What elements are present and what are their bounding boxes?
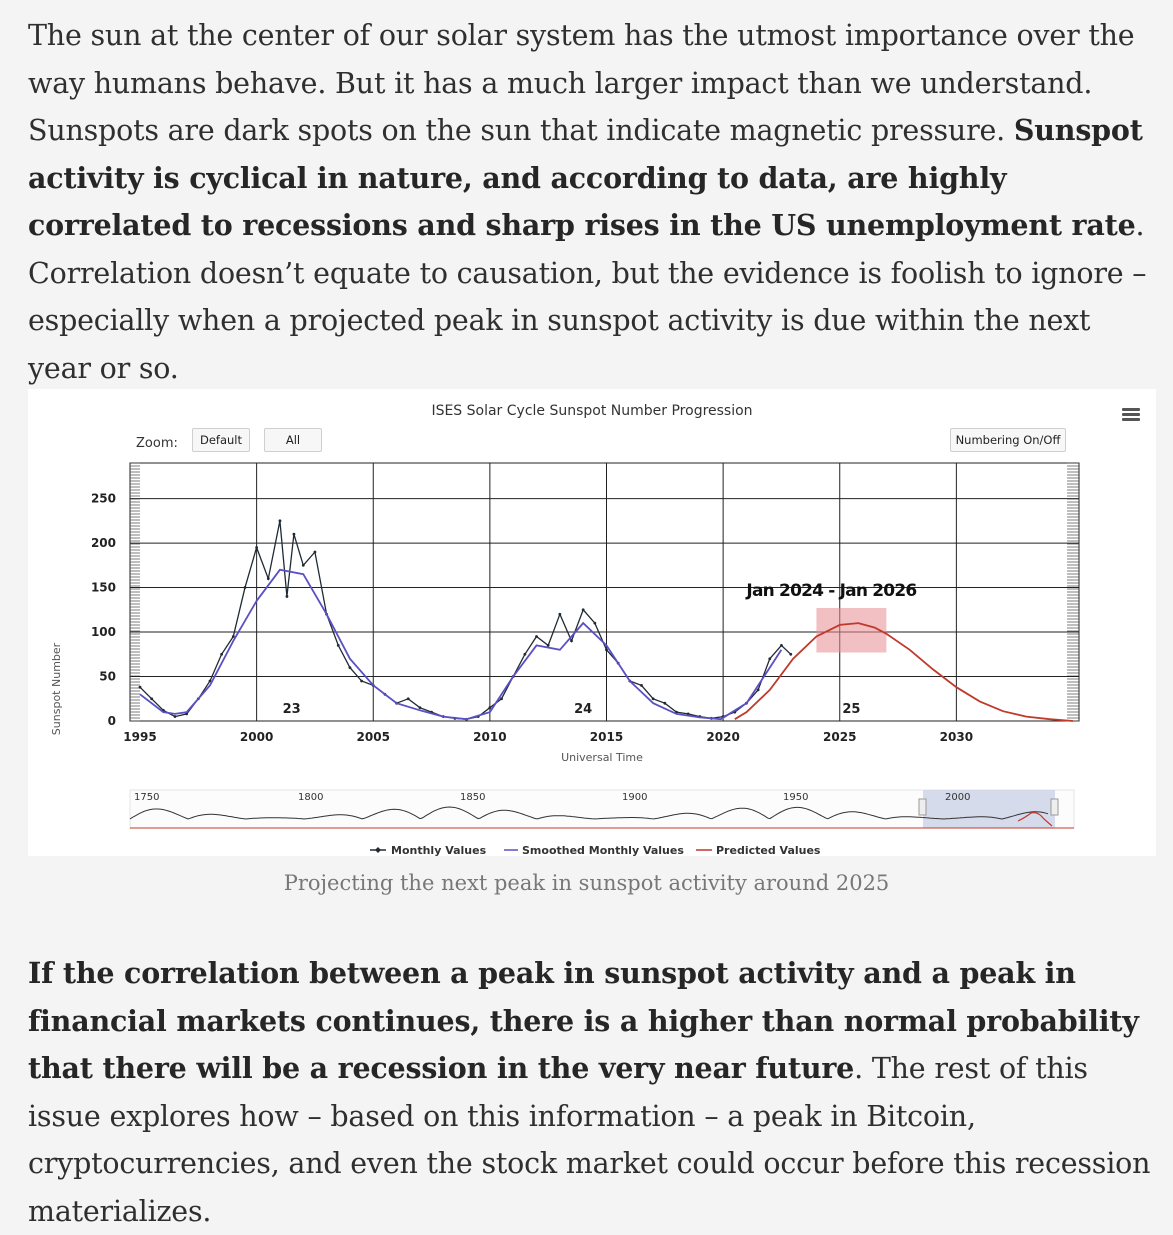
monthly-point xyxy=(780,644,783,647)
annotation-box xyxy=(816,608,886,652)
monthly-point xyxy=(768,657,771,660)
series-line-2 xyxy=(735,623,1073,721)
series-line-0 xyxy=(140,521,791,719)
monthly-point xyxy=(244,586,247,589)
monthly-point xyxy=(279,519,282,522)
figure-caption: Projecting the next peak in sunspot activity around 2025 xyxy=(283,871,890,895)
legend-item-predicted[interactable] xyxy=(696,844,821,856)
intro-text-b: . Correlation doesn’t equate to causation, but the evidence is foolish to ignore – especially when a projected peak in sunspot activity is due within the next year or so. xyxy=(28,209,1147,385)
monthly-point xyxy=(605,648,608,651)
range-navigator[interactable] xyxy=(130,790,1074,828)
monthly-point xyxy=(286,595,289,598)
monthly-point xyxy=(652,697,655,700)
x-tick-label: 2010 xyxy=(473,730,507,744)
y-tick-label: 250 xyxy=(90,491,116,506)
navigator-label-1950: 1950 xyxy=(783,792,809,803)
x-tick-label: 2005 xyxy=(356,730,390,744)
cycle-label-23: 23 xyxy=(282,702,301,717)
navigator-right-handle[interactable] xyxy=(1051,799,1058,815)
monthly-point xyxy=(570,640,573,643)
monthly-point xyxy=(488,706,491,709)
intro-bold-text: Sunspot activity is cyclical in nature, and according to data, are highly correlated to recessions and sharp rises in the US unemployment rate xyxy=(28,113,1143,242)
navigator-label-1900: 1900 xyxy=(622,792,648,803)
monthly-point xyxy=(174,715,177,718)
y-tick-label: 0 xyxy=(107,714,116,728)
monthly-point xyxy=(640,684,643,687)
zoom-all-button[interactable]: All xyxy=(264,428,322,452)
monthly-point xyxy=(267,577,270,580)
monthly-point xyxy=(663,702,666,705)
monthly-point xyxy=(593,622,596,625)
sunspot-chart xyxy=(28,389,1156,856)
navigator-selection[interactable] xyxy=(923,790,1055,828)
x-tick-label: 2015 xyxy=(589,730,624,744)
monthly-point xyxy=(220,653,223,656)
chart-legend xyxy=(370,844,821,856)
intro-text-a: The sun at the center of our solar system has the utmost importance over the way humans behave. But it has a much larger impact than we understand. Sunspots are dark spots on the sun that indicate magnetic pressure. xyxy=(28,19,1135,147)
y-tick-label: 50 xyxy=(99,669,116,684)
x-tick-label: 2025 xyxy=(823,730,857,744)
monthly-point xyxy=(293,533,296,536)
x-tick-label: 2000 xyxy=(239,730,274,744)
monthly-point xyxy=(789,653,792,656)
monthly-point xyxy=(139,686,142,689)
monthly-point xyxy=(419,706,422,709)
series-line-1 xyxy=(140,570,781,719)
monthly-point xyxy=(523,653,526,656)
monthly-point xyxy=(150,697,153,700)
numbering-toggle-button[interactable]: Numbering On/Off xyxy=(950,428,1066,452)
monthly-point xyxy=(337,644,340,647)
monthly-point xyxy=(314,551,317,554)
chart-title: ISES Solar Cycle Sunspot Number Progression xyxy=(431,403,753,419)
x-axis-label: Universal Time xyxy=(561,751,643,764)
conclusion-paragraph xyxy=(28,950,1153,1235)
monthly-point xyxy=(360,680,363,683)
y-tick-label: 100 xyxy=(90,625,116,640)
navigator-left-handle[interactable] xyxy=(919,799,926,815)
navigator-label-2000: 2000 xyxy=(945,792,971,803)
navigator-label-1750: 1750 xyxy=(134,792,160,803)
sunspot-chart-figure xyxy=(28,389,1156,856)
monthly-point xyxy=(302,564,305,567)
monthly-point xyxy=(757,688,760,691)
annotation-label: Jan 2024 - Jan 2026 xyxy=(746,581,917,602)
cycle-label-24: 24 xyxy=(574,702,593,717)
navigator-label-1850: 1850 xyxy=(460,792,486,803)
legend-predicted-label: Predicted Values xyxy=(716,844,821,856)
legend-item-smoothed[interactable] xyxy=(504,844,684,856)
navigator-label-1800: 1800 xyxy=(298,792,324,803)
x-tick-label: 2030 xyxy=(939,730,974,744)
y-axis-label: Sunspot Number xyxy=(50,642,63,736)
y-tick-label: 200 xyxy=(90,536,116,551)
monthly-point xyxy=(535,635,538,638)
monthly-point xyxy=(500,697,503,700)
cycle-label-25: 25 xyxy=(842,702,861,717)
zoom-default-button[interactable]: Default xyxy=(192,428,250,452)
conclusion-text: . The rest of this issue explores how – based on this information – a peak in Bitcoin, cryptocurrencies, and even the stock market could occur before this recession materializes. xyxy=(28,1052,1151,1228)
monthly-point xyxy=(407,697,410,700)
y-tick-label: 150 xyxy=(90,580,116,595)
monthly-point xyxy=(558,613,561,616)
x-tick-label: 2020 xyxy=(706,730,740,744)
monthly-point xyxy=(547,644,550,647)
zoom-label: Zoom: xyxy=(136,436,178,451)
monthly-point xyxy=(349,666,352,669)
intro-paragraph xyxy=(28,12,1153,392)
legend-smoothed-label: Smoothed Monthly Values xyxy=(522,844,684,856)
monthly-point xyxy=(582,608,585,611)
conclusion-bold-text: If the correlation between a peak in sunspot activity and a peak in financial markets continues, there is a higher than normal probability that there will be a recession in the very near future xyxy=(28,956,1139,1085)
x-tick-label: 1995 xyxy=(123,730,157,744)
monthly-point xyxy=(255,546,258,549)
plot-frame xyxy=(130,463,1079,721)
legend-monthly-label: Monthly Values xyxy=(391,844,487,856)
legend-item-monthly[interactable] xyxy=(370,844,487,856)
